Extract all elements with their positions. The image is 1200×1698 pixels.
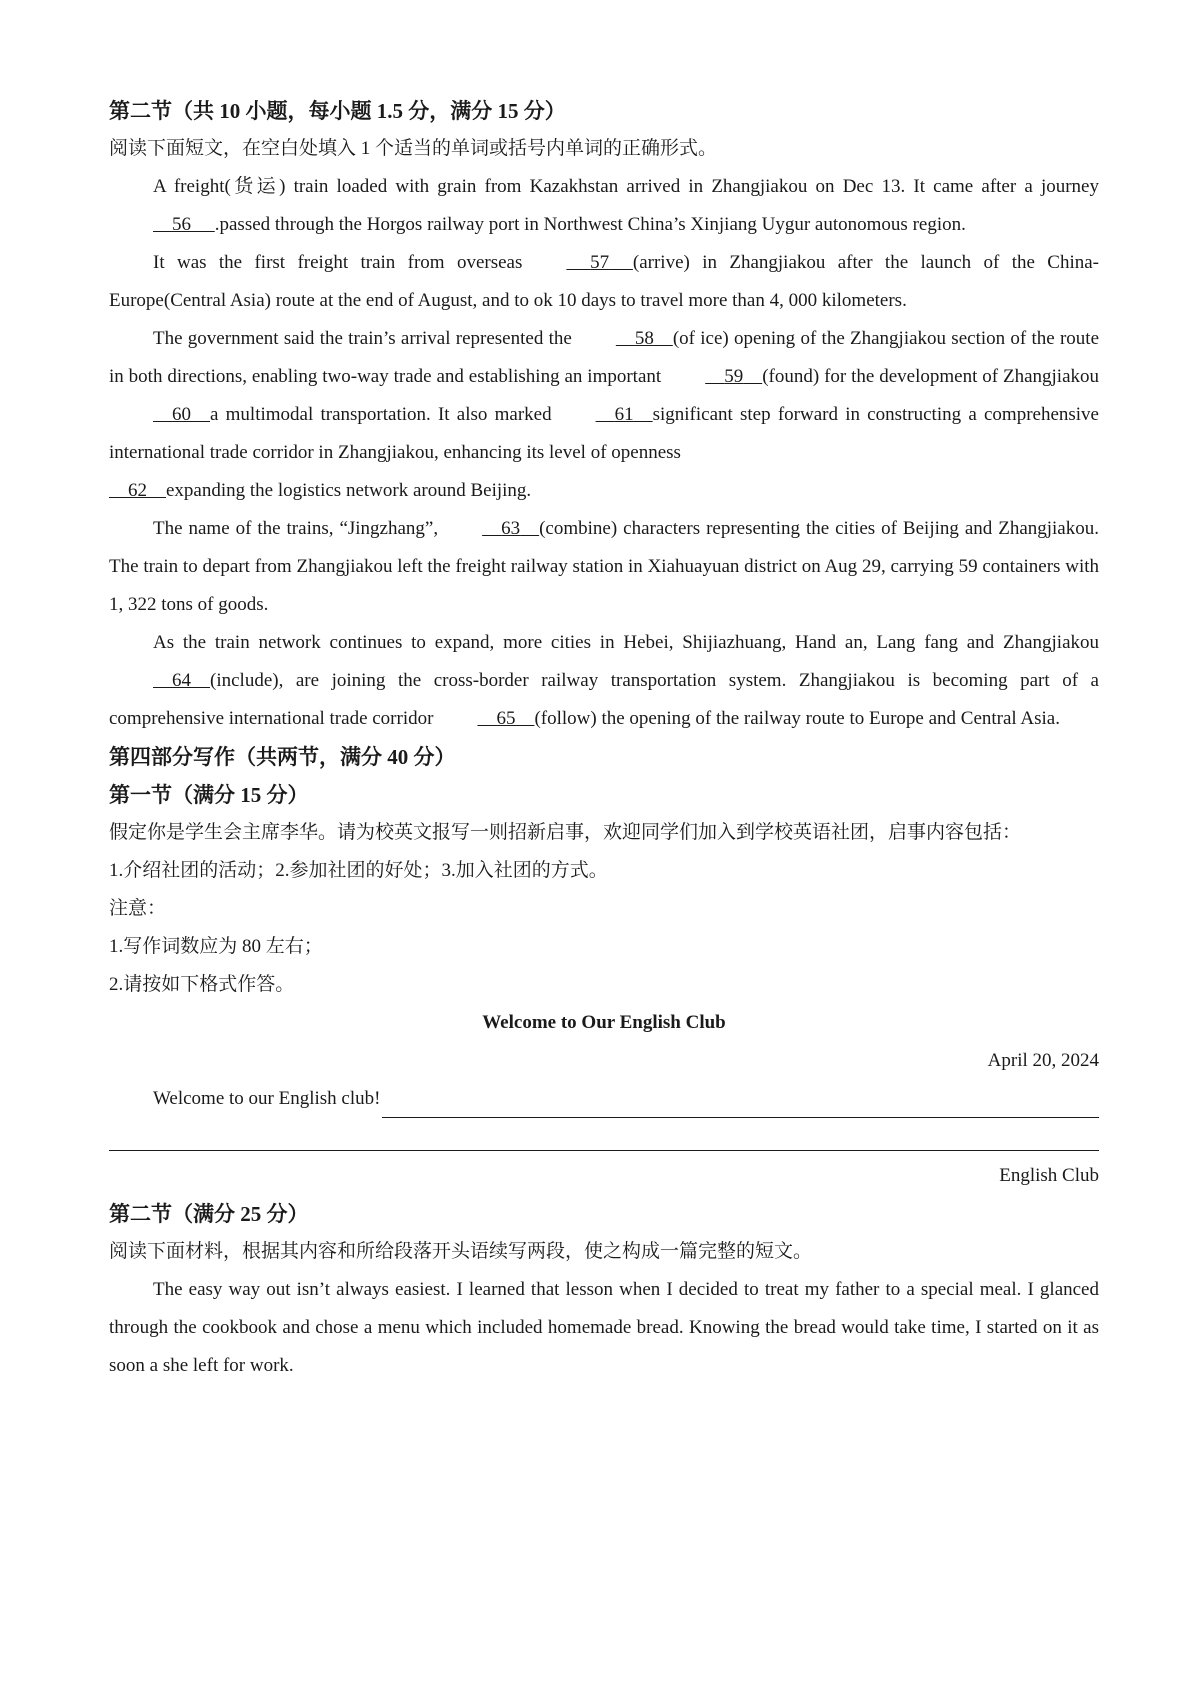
passage-paragraph-4 xyxy=(109,510,1099,624)
p2-text-a: It was the first freight train from overseas xyxy=(153,252,523,273)
writing-sec2-heading: 第二节（满分 25 分） xyxy=(109,1202,309,1226)
p3-text-d: a multimodal transportation. It also marked xyxy=(210,404,552,425)
blank-58[interactable]: 58 xyxy=(634,328,654,349)
p4-text-a: The name of the trains, “Jingzhang”, xyxy=(153,518,439,539)
blank-62[interactable]: 62 xyxy=(128,480,147,501)
exam-page xyxy=(109,92,1099,1385)
note-label: 注意： xyxy=(109,898,167,919)
letter-opening: Welcome to our English club! xyxy=(153,1088,381,1109)
blank-57[interactable]: 57 xyxy=(590,252,610,273)
letter-date: April 20, 2024 xyxy=(987,1050,1099,1071)
answer-underline[interactable] xyxy=(382,1091,1099,1118)
section2-heading: 第二节（共 10 小题，每小题 1.5 分，满分 15 分） xyxy=(109,99,566,123)
part4-heading: 第四部分写作（共两节，满分 40 分） xyxy=(109,745,456,769)
p1-text-a: A freight(货运) train loaded with grain from Kazakhstan arrived in Zhangjiakou on Dec 13. It came after a journey xyxy=(153,176,1099,197)
p5-text-c: (follow) the opening of the railway route to Europe and Central Asia. xyxy=(534,708,1060,729)
passage-paragraph-1 xyxy=(109,168,1099,244)
letter-signature: English Club xyxy=(999,1165,1099,1186)
writing-prompt: 假定你是学生会主席李华。请为校英文报写一则招新启事，欢迎同学们加入到学校英语社团，启事内容包括： xyxy=(109,822,1022,843)
passage-paragraph-2 xyxy=(109,244,1099,320)
passage-paragraph-5 xyxy=(109,624,1099,738)
blank-60[interactable]: 60 xyxy=(172,404,191,425)
section2-instruction: 阅读下面短文，在空白处填入 1 个适当的单词或括号内单词的正确形式。 xyxy=(109,138,718,159)
p5-text-b: (include), are joining the cross-border railway transportation system. Zhangjiakou is becoming part of a comprehensive international trade corridor xyxy=(109,670,1099,729)
p3-text-f: expanding the logistics network around Beijing. xyxy=(166,480,532,501)
story-paragraph: The easy way out isn’t always easiest. I learned that lesson when I decided to treat my father to a special meal. I glanced through the cookbook and chose a menu which included homemade bread. Knowing the bread would take time, I started on it as soon a she left for work. xyxy=(109,1279,1099,1376)
blank-63[interactable]: 63 xyxy=(501,518,521,539)
p1-text-b: .passed through the Horgos railway port in Northwest China’s Xinjiang Uygur autonomous region. xyxy=(214,214,966,235)
p2-text-b: (arrive) in Zhangjiakou after the launch of the China-Europe(Central Asia) route at the end of August, and to ok 10 days to travel more than 4, 000 kilometers. xyxy=(109,252,1099,311)
writing-sec2-instruction: 阅读下面材料，根据其内容和所给段落开头语续写两段，使之构成一篇完整的短文。 xyxy=(109,1241,813,1262)
blank-65[interactable]: 65 xyxy=(496,708,516,729)
p4-text-b: (combine) characters representing the cities of Beijing and Zhangjiakou. The train to depart from Zhangjiakou left the freight railway station in Xiahuayuan district on Aug 29, carrying 59 containers with 1, 322 tons of goods. xyxy=(109,518,1099,615)
note-2: 2.请按如下格式作答。 xyxy=(109,974,295,995)
blank-59[interactable]: 59 xyxy=(724,366,744,387)
writing-sec1-heading: 第一节（满分 15 分） xyxy=(109,783,309,807)
letter-title: Welcome to Our English Club xyxy=(482,1012,726,1033)
note-1: 1.写作词数应为 80 左右； xyxy=(109,936,323,957)
letter-answer-line[interactable] xyxy=(109,1080,1099,1118)
p5-text-a: As the train network continues to expand, more cities in Hebei, Shijiazhuang, Hand an, Lang fang and Zhangjiakou xyxy=(153,632,1099,653)
blank-64[interactable]: 64 xyxy=(172,670,191,691)
p3-text-b: (of ice) opening of the Zhangjiakou section of the route in both directions, enabling two-way trade and establishing an important xyxy=(109,328,1099,387)
passage-paragraph-3-cont xyxy=(109,472,1099,510)
writing-points: 1.介绍社团的活动；2.参加社团的好处；3.加入社团的方式。 xyxy=(109,860,608,881)
blank-61[interactable]: 61 xyxy=(614,404,634,425)
passage-paragraph-3 xyxy=(109,320,1099,472)
p3-text-e: significant step forward in constructing a comprehensive international trade corridor in Zhangjiakou, enhancing its level of openness xyxy=(109,404,1099,463)
answer-rule[interactable] xyxy=(109,1118,1099,1151)
blank-56[interactable]: 56 xyxy=(172,214,191,235)
p3-text-c: (found) for the development of Zhangjiakou xyxy=(762,366,1100,387)
p3-text-a: The government said the train’s arrival represented the xyxy=(153,328,572,349)
